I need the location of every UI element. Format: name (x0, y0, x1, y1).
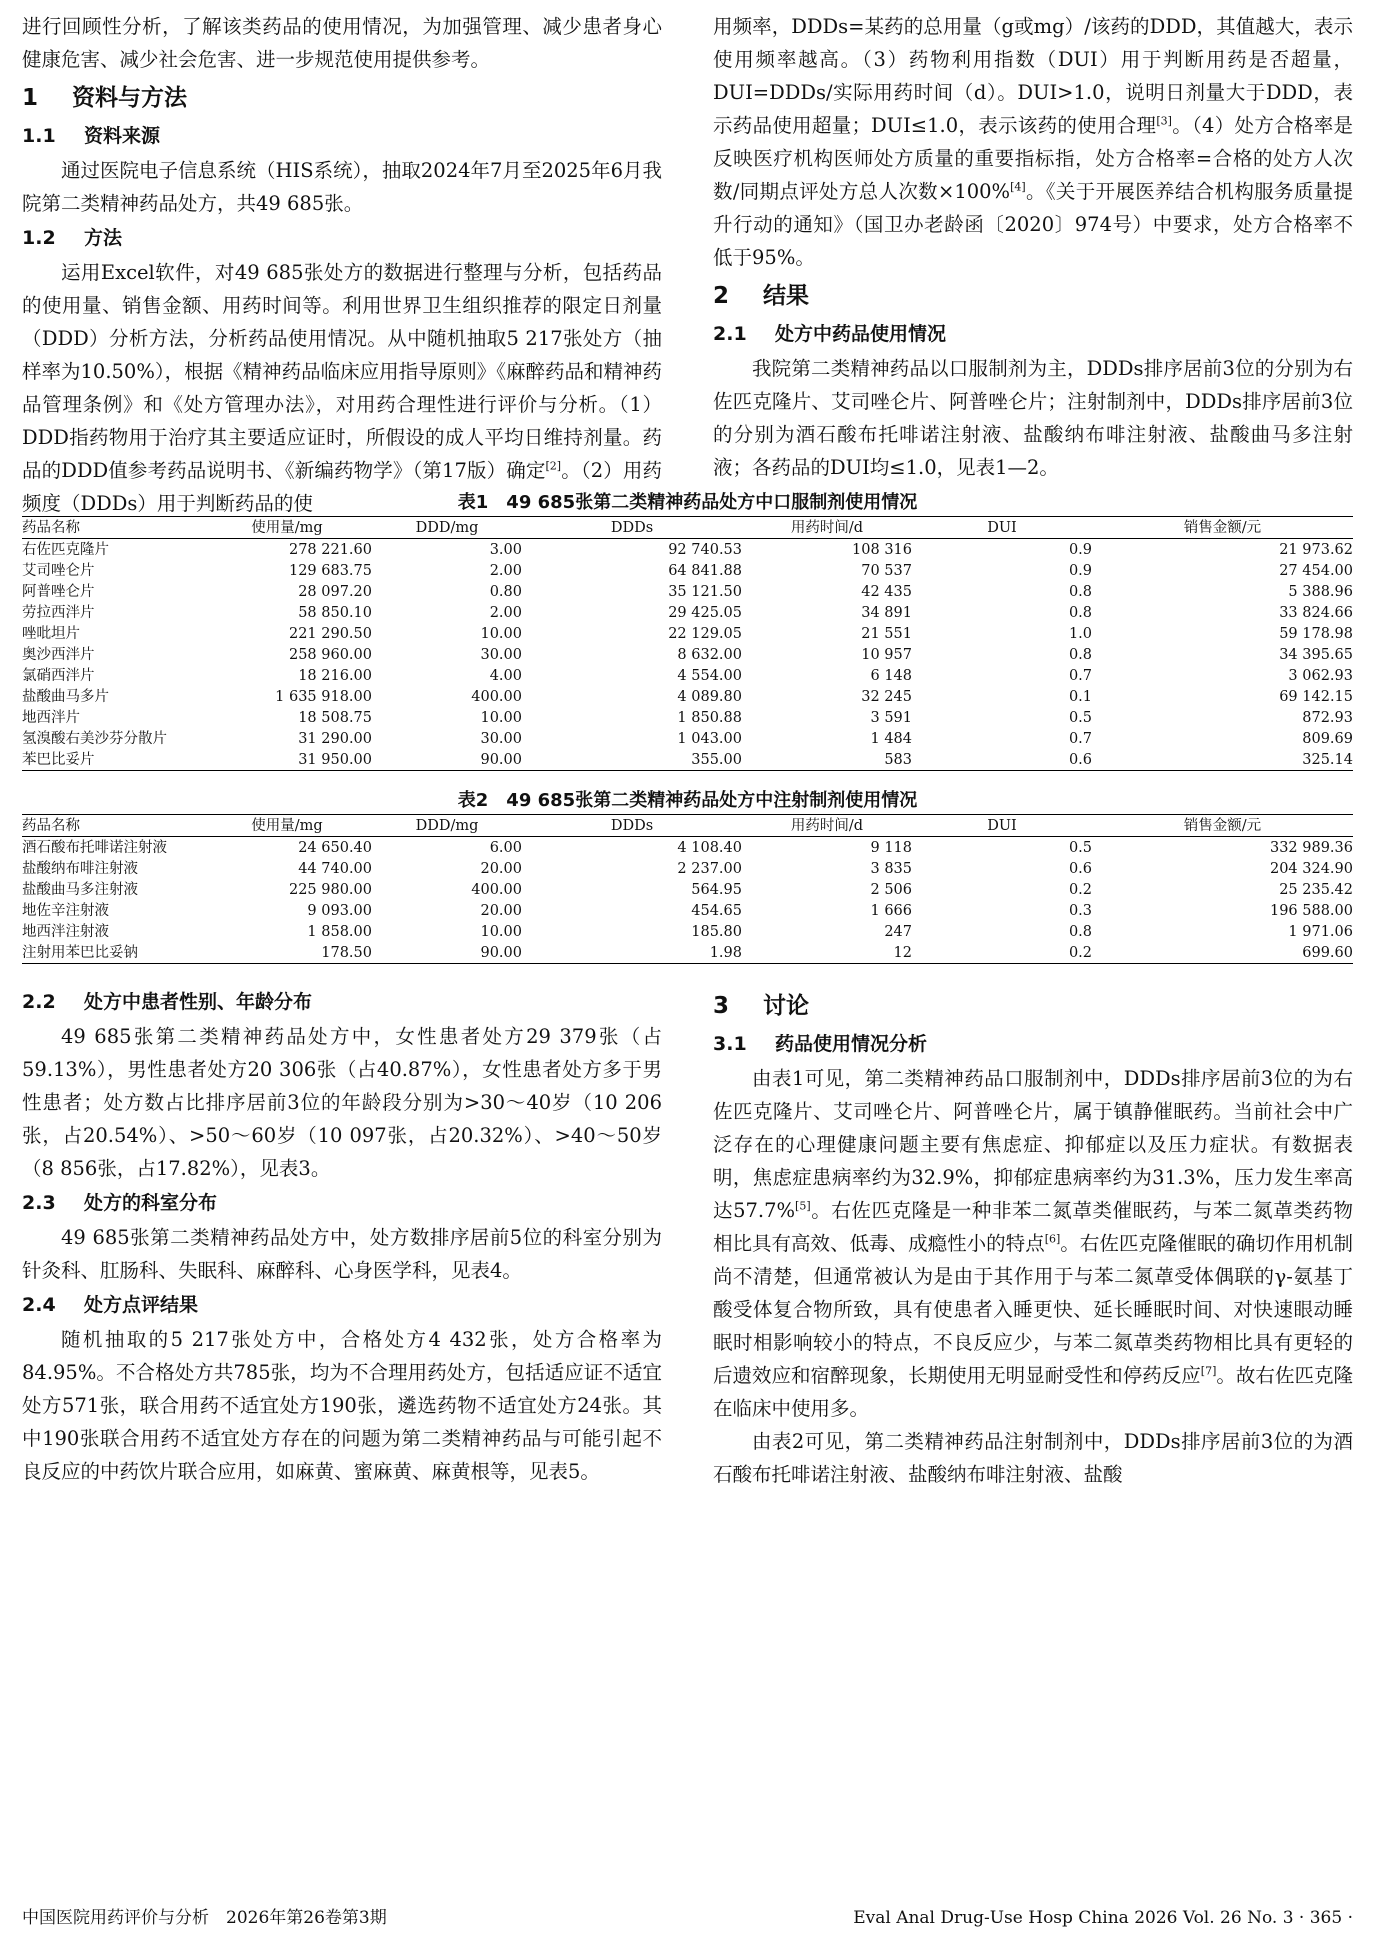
table-cell: 0.2 (1068, 881, 1092, 898)
citation: [6] (1044, 1232, 1061, 1246)
table-cell: 70 537 (861, 562, 912, 579)
table-cell: 右佐匹克隆片 (22, 541, 109, 558)
table-row (22, 602, 1353, 623)
table-cell: 20.00 (480, 902, 522, 919)
column-header: DDD/mg (415, 519, 479, 536)
heading-text: 结果 (763, 283, 809, 309)
paragraph (22, 1020, 662, 1185)
paragraph (22, 1323, 662, 1488)
heading-number: 2.3 (22, 1192, 56, 1214)
right-column-top (713, 10, 1353, 484)
table-row (22, 644, 1353, 665)
table-cell: 90.00 (480, 944, 522, 961)
table-row (22, 921, 1353, 942)
table-cell: 247 (884, 923, 912, 940)
heading-number: 3.1 (713, 1033, 747, 1055)
table-cell: 129 683.75 (288, 562, 372, 579)
subsection-heading (22, 220, 662, 256)
table-cell: 酒石酸布托啡诺注射液 (22, 839, 167, 856)
table-cell: 178.50 (321, 944, 372, 961)
table-cell: 34 395.65 (1279, 646, 1353, 663)
table-1-grid (22, 516, 1353, 771)
table-cell: 90.00 (480, 751, 522, 768)
table-cell: 20.00 (480, 860, 522, 877)
table-cell: 1 858.00 (307, 923, 372, 940)
table-cell: 盐酸曲马多注射液 (22, 881, 138, 898)
table-cell: 0.8 (1068, 646, 1092, 663)
paragraph-text: 49 685张第二类精神药品处方中，女性患者处方29 379张（占59.13%），男性患者处方20 306张（占40.87%），女性患者处方多于男性患者；处方数占比排序居前3位的年龄段分别为>30～40岁（10 206张，占20.54%）、>50～60岁（10 097张，占20.32%）、>40～50岁（8 856张，占17.82%），见表3。 (22, 1025, 662, 1180)
table-cell: 0.8 (1068, 923, 1092, 940)
table-cell: 0.8 (1068, 583, 1092, 600)
table-cell: 400.00 (471, 688, 522, 705)
table-cell: 4.00 (489, 667, 522, 684)
table-cell: 盐酸纳布啡注射液 (22, 860, 138, 877)
table-cell: 454.65 (691, 902, 742, 919)
table-cell: 58 850.10 (298, 604, 372, 621)
table-cell: 0.6 (1068, 751, 1092, 768)
table-cell: 0.9 (1068, 562, 1092, 579)
table-cell: 69 142.15 (1279, 688, 1353, 705)
table-cell: 阿普唑仑片 (22, 583, 95, 600)
table-cell: 3 591 (870, 709, 912, 726)
citation: [2] (545, 459, 562, 473)
footer-journal-en: Eval Anal Drug-Use Hosp China 2026 Vol. 26 No. 3 · 365 · (853, 1908, 1353, 1928)
table-cell: 0.6 (1068, 860, 1092, 877)
table-row (22, 539, 1353, 561)
table-cell: 0.8 (1068, 604, 1092, 621)
table-cell: 185.80 (691, 923, 742, 940)
table-cell: 4 108.40 (677, 839, 742, 856)
table-cell: 1.98 (709, 944, 742, 961)
table-cell: 1 666 (870, 902, 912, 919)
heading-text: 药品使用情况分析 (775, 1033, 928, 1055)
table-cell: 204 324.90 (1269, 860, 1353, 877)
table-cell: 18 216.00 (298, 667, 372, 684)
table-row (22, 900, 1353, 921)
table-cell: 258 960.00 (288, 646, 372, 663)
heading-text: 处方点评结果 (84, 1294, 199, 1316)
table-cell: 196 588.00 (1269, 902, 1353, 919)
table-row (22, 728, 1353, 749)
citation: [5] (795, 1199, 811, 1213)
table-cell: 25 235.42 (1279, 881, 1353, 898)
table-2 (22, 788, 1353, 964)
table-cell: 33 824.66 (1279, 604, 1353, 621)
heading-number: 3 (713, 993, 730, 1019)
table-row (22, 942, 1353, 964)
column-header: 使用量/mg (251, 519, 323, 536)
table-cell: 0.5 (1068, 839, 1092, 856)
table-cell: 0.7 (1068, 730, 1092, 747)
heading-number: 2.2 (22, 991, 56, 1013)
heading-text: 资料来源 (84, 125, 161, 147)
table-cell: 18 508.75 (298, 709, 372, 726)
table-row (22, 686, 1353, 707)
paragraph (713, 10, 1353, 274)
table-cell: 4 554.00 (677, 667, 742, 684)
table-cell: 1 971.06 (1288, 923, 1353, 940)
table-cell: 44 740.00 (298, 860, 372, 877)
paragraph (22, 256, 662, 520)
table-cell: 10.00 (480, 709, 522, 726)
table-cell: 3.00 (489, 541, 522, 558)
heading-number: 1.1 (22, 125, 56, 147)
heading-text: 资料与方法 (72, 85, 187, 111)
paragraph-text: 。右佐匹克隆是一种非苯二氮䓬类催眠药，与苯二氮䓬类药物相比具有高效、低毒、成瘾性小的特点 (713, 1199, 1353, 1255)
footer-journal-cn: 中国医院用药评价与分析 2026年第26卷第3期 (22, 1908, 387, 1928)
subsection-heading (22, 984, 662, 1020)
table-cell: 809.69 (1302, 730, 1353, 747)
paragraph-text: 。故右佐匹克隆在临床中使用多。 (713, 1364, 1353, 1420)
table-2-grid (22, 814, 1353, 964)
table-row (22, 623, 1353, 644)
table-cell: 31 950.00 (298, 751, 372, 768)
table-row (22, 858, 1353, 879)
paragraph-text: 运用Excel软件，对49 685张处方的数据进行整理与分析，包括药品的使用量、销售金额、用药时间等。利用世界卫生组织推荐的限定日剂量（DDD）分析方法，分析药品使用情况。从中随机抽取5 217张处方（抽样率为10.50%），根据《精神药品临床应用指导原则》《麻醉药品和精神药品管理条例》和《处方管理办法》，对用药合理性进行评价与分析。（1）DDD指药物用于治疗其主要适应证时，所假设的成人平均日维持剂量。药品的DDD值参考药品说明书、《新编药物学》（第17版）确定 (22, 261, 662, 482)
table-cell: 4 089.80 (677, 688, 742, 705)
paragraph (713, 352, 1353, 484)
table-cell: 564.95 (691, 881, 742, 898)
table-cell: 34 891 (861, 604, 912, 621)
table-cell: 872.93 (1302, 709, 1353, 726)
column-header: 销售金额/元 (1183, 817, 1262, 834)
subsection-heading (22, 118, 662, 154)
heading-number: 2 (713, 283, 730, 309)
paragraph-text: 我院第二类精神药品以口服制剂为主，DDDs排序居前3位的分别为右佐匹克隆片、艾司唑仑片、阿普唑仑片；注射制剂中，DDDs排序居前3位的分别为酒石酸布托啡诺注射液、盐酸纳布啡注射液、盐酸曲马多注射液；各药品的DUI均≤1.0，见表1—2。 (713, 357, 1353, 479)
left-column-top (22, 10, 662, 520)
table-cell: 唑吡坦片 (22, 625, 80, 642)
column-header: DUI (987, 519, 1017, 536)
table-cell: 278 221.60 (288, 541, 372, 558)
column-header: DDDs (610, 817, 654, 834)
section-heading (713, 986, 1353, 1026)
table-header-row (22, 517, 1353, 539)
table-cell: 1 043.00 (677, 730, 742, 747)
table-cell: 35 121.50 (668, 583, 742, 600)
right-column-bottom (713, 984, 1353, 1491)
table-cell: 3 835 (870, 860, 912, 877)
left-column-bottom (22, 984, 662, 1488)
table-cell: 31 290.00 (298, 730, 372, 747)
table-cell: 地西泮片 (22, 709, 80, 726)
table-cell: 30.00 (480, 646, 522, 663)
column-header: DDDs (610, 519, 654, 536)
table-cell: 325.14 (1302, 751, 1353, 768)
table-cell: 27 454.00 (1279, 562, 1353, 579)
paragraph-text: 。（2）用药频度（DDDs）用于判断药品的使 (22, 459, 662, 515)
table-2-title: 表2 49 685张第二类精神药品处方中注射制剂使用情况 (457, 790, 918, 811)
citation: [4] (1010, 180, 1026, 194)
heading-text: 处方的科室分布 (84, 1192, 218, 1214)
table-cell: 9 093.00 (307, 902, 372, 919)
table-cell: 30.00 (480, 730, 522, 747)
paragraph-text: 用频率，DDDs=某药的总用量（g或mg）/该药的DDD，其值越大，表示使用频率越高。（3）药物利用指数（DUI）用于判断用药是否超量，DUI=DDDs/实际用药时间（d）。DUI>1.0，说明日剂量大于DDD，表示药品使用超量；DUI≤1.0，表示该药的使用合理 (713, 15, 1353, 137)
table-cell: 奥沙西泮片 (22, 646, 95, 663)
table-cell: 氯硝西泮片 (22, 667, 95, 684)
column-header: 药品名称 (22, 519, 80, 536)
table-cell: 29 425.05 (668, 604, 742, 621)
heading-number: 2.1 (713, 323, 747, 345)
paragraph-text: 49 685张第二类精神药品处方中，处方数排序居前5位的科室分别为针灸科、肛肠科、失眠科、麻醉科、心身医学科，见表4。 (22, 1226, 662, 1282)
table-cell: 注射用苯巴比妥钠 (22, 944, 138, 961)
table-cell: 氢溴酸右美沙芬分散片 (22, 730, 167, 747)
table-cell: 0.5 (1068, 709, 1092, 726)
table-row (22, 560, 1353, 581)
table-cell: 28 097.20 (298, 583, 372, 600)
table-header-row (22, 815, 1353, 837)
column-header: DDD/mg (415, 817, 479, 834)
column-header: 使用量/mg (251, 817, 323, 834)
table-cell: 0.7 (1068, 667, 1092, 684)
table-cell: 0.80 (489, 583, 522, 600)
table-row (22, 749, 1353, 771)
subsection-heading (22, 1287, 662, 1323)
heading-text: 处方中药品使用情况 (775, 323, 947, 345)
table-cell: 22 129.05 (668, 625, 742, 642)
section-heading (22, 78, 662, 118)
paragraph-text: 。（4）处方合格率是反映医疗机构医师处方质量的重要指标指，处方合格率=合格的处方人次数/同期点评处方总人次数×100% (713, 114, 1353, 203)
section-heading (713, 276, 1353, 316)
table-cell: 583 (884, 751, 912, 768)
paragraph-text: 。《关于开展医养结合机构服务质量提升行动的通知》（国卫办老龄函〔2020〕974号）中要求，处方合格率不低于95%。 (713, 180, 1353, 269)
table-cell: 221 290.50 (288, 625, 372, 642)
heading-text: 处方中患者性别、年龄分布 (84, 991, 313, 1013)
table-cell: 332 989.36 (1269, 839, 1353, 856)
table-cell: 21 551 (861, 625, 912, 642)
table-cell: 0.2 (1068, 944, 1092, 961)
heading-number: 1 (22, 85, 39, 111)
heading-number: 2.4 (22, 1294, 56, 1316)
table-cell: 1.0 (1068, 625, 1092, 642)
table-cell: 地西泮注射液 (22, 923, 109, 940)
paragraph (22, 10, 662, 76)
table-1-title: 表1 49 685张第二类精神药品处方中口服制剂使用情况 (457, 492, 918, 513)
paragraph-text: 通过医院电子信息系统（HIS系统），抽取2024年7月至2025年6月我院第二类精神药品处方，共49 685张。 (22, 159, 662, 215)
paragraph (22, 154, 662, 220)
table-cell: 9 118 (870, 839, 912, 856)
heading-text: 讨论 (763, 993, 809, 1019)
table-cell: 225 980.00 (288, 881, 372, 898)
paragraph (22, 1221, 662, 1287)
citation: [7] (1200, 1364, 1217, 1378)
table-cell: 24 650.40 (298, 839, 372, 856)
table-cell: 0.9 (1068, 541, 1092, 558)
table-row (22, 879, 1353, 900)
table-cell: 42 435 (861, 583, 912, 600)
table-cell: 艾司唑仑片 (22, 562, 95, 579)
table-cell: 0.1 (1068, 688, 1092, 705)
citation: [3] (1156, 114, 1172, 128)
column-header: DUI (987, 817, 1017, 834)
table-cell: 32 245 (861, 688, 912, 705)
table-cell: 1 635 918.00 (275, 688, 372, 705)
table-1 (22, 490, 1353, 771)
column-header: 药品名称 (22, 817, 80, 834)
paragraph-text: 由表1可见，第二类精神药品口服制剂中，DDDs排序居前3位的为右佐匹克隆片、艾司唑仑片、阿普唑仑片，属于镇静催眠药。当前社会中广泛存在的心理健康问题主要有焦虑症、抑郁症以及压力症状。有数据表明，焦虑症患病率约为32.9%，抑郁症患病率约为31.3%，压力发生率高达57.7% (713, 1067, 1353, 1222)
table-cell: 0.3 (1068, 902, 1092, 919)
table-cell: 2.00 (489, 604, 522, 621)
table-cell: 355.00 (691, 751, 742, 768)
table-cell: 108 316 (852, 541, 912, 558)
table-cell: 10 957 (861, 646, 912, 663)
heading-number: 1.2 (22, 227, 56, 249)
paragraph-text: 。右佐匹克隆催眠的确切作用机制尚不清楚，但通常被认为是由于其作用于与苯二氮䓬受体偶联的γ-氨基丁酸受体复合物所致，具有使患者入睡更快、延长睡眠时间、对快速眼动睡眠时相影响较小的特点，不良反应少，与苯二氮䓬类药物相比具有更轻的后遗效应和宿醉现象，长期使用无明显耐受性和停药反应 (713, 1232, 1353, 1387)
table-cell: 盐酸曲马多片 (22, 688, 109, 705)
table-cell: 92 740.53 (668, 541, 742, 558)
table-cell: 6.00 (489, 839, 522, 856)
column-header: 用药时间/d (790, 519, 864, 536)
heading-text: 方法 (84, 227, 123, 249)
table-cell: 10.00 (480, 625, 522, 642)
table-cell: 2.00 (489, 562, 522, 579)
table-cell: 12 (893, 944, 912, 961)
table-row (22, 665, 1353, 686)
paragraph-text: 由表2可见，第二类精神药品注射制剂中，DDDs排序居前3位的为酒石酸布托啡诺注射液、盐酸纳布啡注射液、盐酸 (713, 1430, 1353, 1486)
table-cell: 64 841.88 (668, 562, 742, 579)
table-cell: 6 148 (870, 667, 912, 684)
table-cell: 2 237.00 (677, 860, 742, 877)
subsection-heading (22, 1185, 662, 1221)
table-cell: 3 062.93 (1288, 667, 1353, 684)
table-cell: 1 850.88 (677, 709, 742, 726)
table-cell: 苯巴比妥片 (22, 751, 95, 768)
column-header: 销售金额/元 (1183, 519, 1262, 536)
subsection-heading (713, 1026, 1353, 1062)
table-cell: 5 388.96 (1288, 583, 1353, 600)
paragraph-text: 进行回顾性分析，了解该类药品的使用情况，为加强管理、减少患者身心健康危害、减少社会危害、进一步规范使用提供参考。 (22, 15, 662, 71)
table-cell: 699.60 (1302, 944, 1353, 961)
table-cell: 59 178.98 (1279, 625, 1353, 642)
table-cell: 21 973.62 (1279, 541, 1353, 558)
column-header: 用药时间/d (790, 817, 864, 834)
paragraph (713, 1062, 1353, 1425)
table-row (22, 707, 1353, 728)
paragraph-text: 随机抽取的5 217张处方中，合格处方4 432张，处方合格率为84.95%。不合格处方共785张，均为不合理用药处方，包括适应证不适宜处方571张，联合用药不适宜处方190张，遴选药物不适宜处方24张。其中190张联合用药不适宜处方存在的问题为第二类精神药品与可能引起不良反应的中药饮片联合应用，如麻黄、蜜麻黄、麻黄根等，见表5。 (22, 1328, 662, 1483)
table-cell: 2 506 (870, 881, 912, 898)
table-cell: 1 484 (870, 730, 912, 747)
subsection-heading (713, 316, 1353, 352)
table-cell: 10.00 (480, 923, 522, 940)
table-row (22, 581, 1353, 602)
table-cell: 劳拉西泮片 (22, 604, 95, 621)
paragraph (713, 1425, 1353, 1491)
table-cell: 地佐辛注射液 (22, 902, 109, 919)
table-cell: 8 632.00 (677, 646, 742, 663)
table-row (22, 837, 1353, 859)
table-cell: 400.00 (471, 881, 522, 898)
